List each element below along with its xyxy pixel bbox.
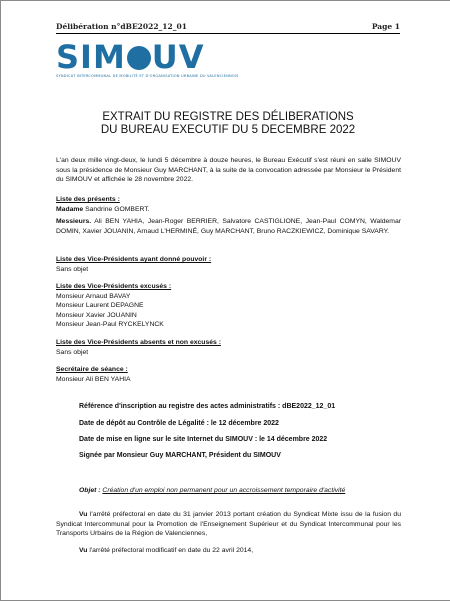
deliberation-ref: Délibération n°dBE2022_12_01: [56, 22, 187, 31]
absents-section: [56, 338, 401, 357]
secretaire-section: [56, 365, 401, 384]
logo-circle-icon: [127, 46, 151, 70]
absents-text: Sans objet: [56, 348, 89, 356]
objet-label: Objet :: [79, 487, 101, 494]
excuse-name: Monsieur Arnaud BAVAY: [56, 292, 131, 300]
ref-depot: Date de dépôt au Contrôle de Légalité : le 12 décembre 2022: [79, 420, 279, 427]
excuses-section: [56, 282, 401, 330]
excuses-heading: Liste des Vice-Présidents excusés :: [56, 283, 172, 290]
ref-inscription: Référence d'inscription au registre des actes administratifs : dBE2022_12_01: [79, 403, 336, 410]
page-number: Page 1: [371, 22, 400, 31]
absents-heading: Liste des Vice-Présidents absents et non excusés :: [56, 339, 221, 346]
pouvoir-section: [56, 255, 401, 274]
objet-text: Création d'un emploi non permanent pour un accroissement temporaire d'activité: [102, 487, 346, 494]
secretaire-heading: Secrétaire de séance :: [56, 366, 128, 373]
vu-paragraph-1: Vu l'arrêté préfectoral en date du 31 janvier 2013 portant création du Syndicat Mixte issu de la fusion du Syndicat Intercommunal pour la Promotion de l'Enseignement Supérieur et du Syndicat Intercommunal pour les Transports Urbains de la Région de Valenciennes,: [56, 511, 401, 538]
pouvoir-text: Sans objet: [56, 265, 89, 273]
excuse-name: Monsieur Xavier JOUANIN: [56, 311, 137, 319]
page-header: [56, 22, 400, 34]
simouv-logo: SIM UV: [56, 38, 205, 76]
excuse-name: Monsieur Jean-Paul RYCKELYNCK: [56, 321, 164, 329]
presents-section: [56, 195, 401, 236]
pouvoir-heading: Liste des Vice-Présidents ayant donné pouvoir :: [56, 256, 212, 263]
secretaire-text: Monsieur Ali BEN YAHIA: [56, 375, 131, 383]
intro-paragraph: L'an deux mille vingt-deux, le lundi 5 décembre à douze heures, le Bureau Exécutif s'est réuni en salle SIMOUV sous la présidence de Monsieur Guy MARCHANT, à la suite de la convocation adressée par Monsieur le Président du SIMOUV et affichée le 28 novembre 2022.: [56, 157, 401, 184]
ref-mise-en-ligne: Date de mise en ligne sur le site Internet du SIMOUV : le 14 décembre 2022: [79, 436, 328, 443]
document-title-line-2: DU BUREAU EXECUTIF DU 5 DECEMBRE 2022: [100, 124, 356, 136]
presents-messieurs: Messieurs. Ali BEN YAHIA, Jean-Roger BERRIER, Salvatore CASTIGLIONE, Jean-Paul COMYN, Waldemar DOMIN, Xavier JOUANIN, Arnaud L'HERMINÉ, Guy MARCHANT, Bruno RACZKIEWICZ, Dominique SAVARY.: [56, 218, 401, 235]
presents-madame: Madame Sandrine GOMBERT.: [56, 205, 150, 213]
excuse-name: Monsieur Laurent DEPAGNE: [56, 302, 144, 310]
vu-paragraph-2: Vu l'arrêté préfectoral modificatif en date du 22 avril 2014,: [79, 547, 254, 554]
ref-signee: Signée par Monsieur Guy MARCHANT, Président du SIMOUV: [79, 452, 281, 459]
document-title-line-1: EXTRAIT DU REGISTRE DES DÉLIBERATIONS: [102, 111, 354, 123]
logo-subtitle: SYNDICAT INTERCOMMUNAL DE MOBILITÉ ET D'ORGANISATION URBAINE DU VALENCIENNOIS: [56, 74, 239, 78]
presents-heading: Liste des présents :: [56, 196, 120, 203]
objet-line: [79, 487, 399, 494]
